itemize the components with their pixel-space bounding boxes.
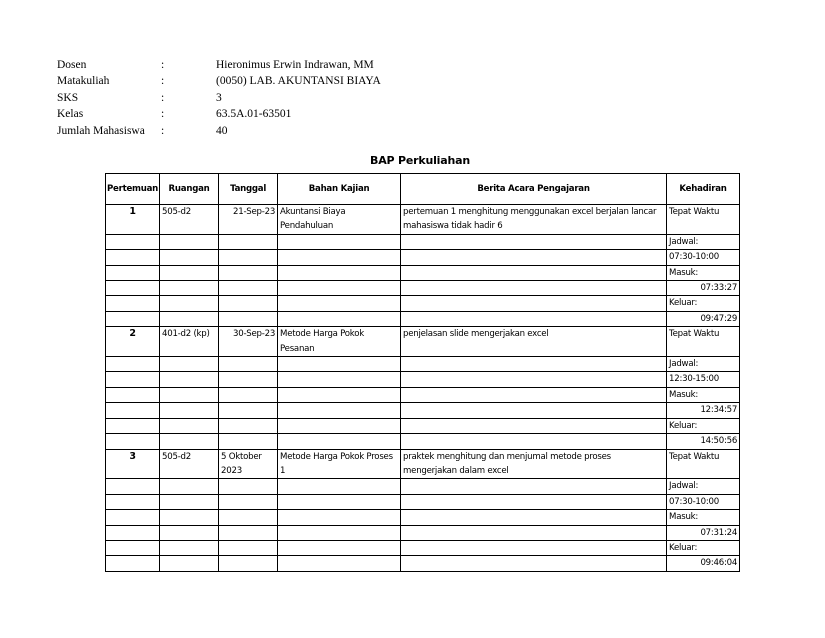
- ruangan-cell: 401-d2 (kp): [160, 327, 219, 357]
- bahan-kajian-cell: Metode Harga Pokok Proses 1: [278, 449, 401, 479]
- masuk-value: 12:34:57: [667, 403, 740, 418]
- bahan-kajian-cell: Akuntansi Biaya Pendahuluan: [278, 205, 401, 235]
- table-header-row: [106, 174, 740, 205]
- table-row: [106, 281, 740, 296]
- col-header-bahan-kajian: Bahan Kajian: [278, 174, 401, 205]
- status-cell: Tepat Waktu: [667, 205, 740, 235]
- meeting-number: 1: [106, 205, 160, 235]
- table-row: [106, 540, 740, 555]
- info-colon: :: [161, 124, 165, 137]
- ruangan-cell: 505-d2: [160, 205, 219, 235]
- keluar-value: 09:47:29: [667, 311, 740, 326]
- keluar-value: 14:50:56: [667, 434, 740, 449]
- table-row: [106, 357, 740, 372]
- table-row: [106, 265, 740, 280]
- bap-table: [105, 173, 740, 572]
- col-header-berita-acara: Berita Acara Pengajaran: [401, 174, 667, 205]
- table-row: [106, 205, 740, 235]
- table-row: [106, 525, 740, 540]
- table-row: [106, 403, 740, 418]
- jadwal-value: 07:30-10:00: [667, 494, 740, 509]
- info-value: 3: [216, 91, 222, 104]
- info-value: (0050) LAB. AKUNTANSI BIAYA: [216, 75, 381, 88]
- table-row: [106, 479, 740, 494]
- keluar-value: 09:46:04: [667, 556, 740, 571]
- info-value: 63.5A.01-63501: [216, 108, 292, 121]
- meeting-number: 3: [106, 449, 160, 479]
- table-row: [106, 311, 740, 326]
- info-colon: :: [161, 91, 165, 104]
- info-label: Matakuliah: [57, 75, 110, 88]
- info-colon: :: [161, 108, 165, 121]
- table-row: [106, 494, 740, 509]
- jadwal-value: 12:30-15:00: [667, 372, 740, 387]
- status-cell: Tepat Waktu: [667, 327, 740, 357]
- table-row: [106, 327, 740, 357]
- col-header-kehadiran: Kehadiran: [667, 174, 740, 205]
- table-row: [106, 372, 740, 387]
- tanggal-cell: 30-Sep-23: [219, 327, 278, 357]
- masuk-label: Masuk:: [667, 265, 740, 280]
- info-value: Hieronimus Erwin Indrawan, MM: [216, 59, 374, 71]
- keluar-label: Keluar:: [667, 418, 740, 433]
- berita-acara-cell: penjelasan slide mengerjakan excel: [401, 327, 667, 357]
- berita-acara-cell: praktek menghitung dan menjumal metode proses mengerjakan dalam excel: [401, 449, 667, 479]
- keluar-label: Keluar:: [667, 296, 740, 311]
- tanggal-cell: 5 Oktober 2023: [219, 449, 278, 479]
- table-row: [106, 434, 740, 449]
- info-value: 40: [216, 124, 228, 137]
- jadwal-label: Jadwal:: [667, 234, 740, 249]
- col-header-ruangan: Ruangan: [160, 174, 219, 205]
- col-header-tanggal: Tanggal: [219, 174, 278, 205]
- masuk-value: 07:31:24: [667, 525, 740, 540]
- col-header-pertemuan: Pertemuan: [106, 174, 160, 205]
- masuk-value: 07:33:27: [667, 281, 740, 296]
- status-cell: Tepat Waktu: [667, 449, 740, 479]
- tanggal-cell: 21-Sep-23: [219, 205, 278, 235]
- jadwal-value: 07:30-10:00: [667, 250, 740, 265]
- info-colon: :: [161, 75, 165, 88]
- info-colon: :: [161, 59, 165, 71]
- masuk-label: Masuk:: [667, 510, 740, 525]
- bahan-kajian-cell: Metode Harga Pokok Pesanan: [278, 327, 401, 357]
- keluar-label: Keluar:: [667, 540, 740, 555]
- info-label: Jumlah Mahasiswa: [57, 124, 145, 137]
- meeting-number: 2: [106, 327, 160, 357]
- jadwal-label: Jadwal:: [667, 479, 740, 494]
- table-row: [106, 556, 740, 571]
- berita-acara-cell: pertemuan 1 menghitung menggunakan excel berjalan lancar mahasiswa tidak hadir 6: [401, 205, 667, 235]
- table-row: [106, 234, 740, 249]
- table-row: [106, 250, 740, 265]
- table-row: [106, 387, 740, 402]
- bap-title: BAP Perkuliahan: [370, 154, 470, 167]
- info-label: Kelas: [57, 108, 84, 121]
- ruangan-cell: 505-d2: [160, 449, 219, 479]
- table-row: [106, 418, 740, 433]
- jadwal-label: Jadwal:: [667, 357, 740, 372]
- table-row: [106, 449, 740, 479]
- table-row: [106, 510, 740, 525]
- table-row: [106, 296, 740, 311]
- info-label: SKS: [57, 91, 79, 104]
- info-label: Dosen: [57, 59, 87, 71]
- masuk-label: Masuk:: [667, 387, 740, 402]
